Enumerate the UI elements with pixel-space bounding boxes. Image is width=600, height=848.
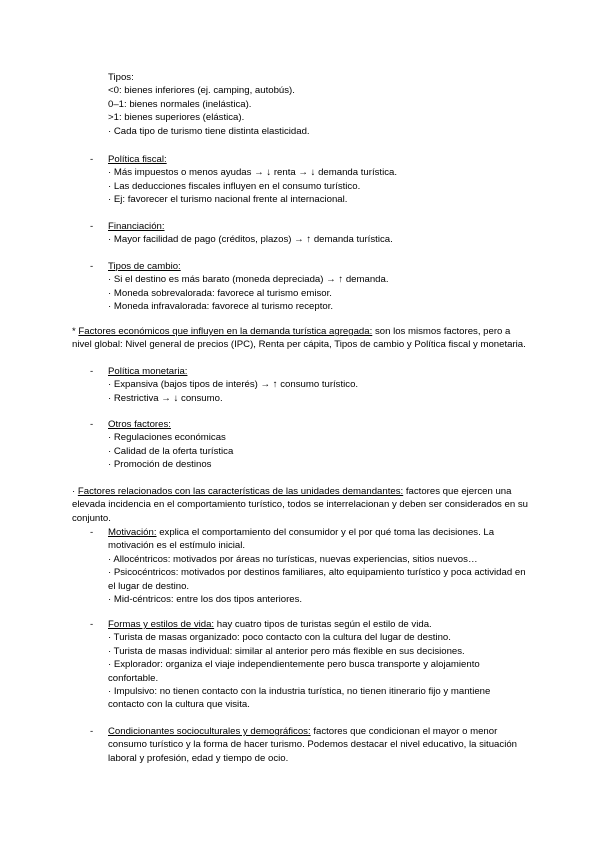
formas-section: [108, 618, 528, 712]
list-item: · Restrictiva → ↓ consumo.: [108, 392, 223, 404]
list-item: · Impulsivo: no tienen contacto con la industria turística, no tienen itinerario fijo y mantiene contacto con la cultura que visita.: [108, 686, 491, 711]
list-dash: -: [90, 221, 94, 232]
list-item: · Mid-céntricos: entre los dos tipos anteriores.: [108, 594, 303, 606]
financiacion-section: [108, 220, 528, 247]
list-item: · Explorador: organiza el viaje independientemente pero busca transporte y alojamiento confortable.: [108, 659, 480, 684]
paragraph-text: factores que ejercen una elevada incidencia en el comportamiento turístico, todos se interrelacionan y deben ser considerados en su conjunto.: [72, 486, 528, 524]
section-title: Política monetaria:: [108, 366, 188, 377]
list-item: · Mayor facilidad de pago (créditos, plazos) → ↑ demanda turística.: [108, 234, 393, 246]
section-intro: [108, 526, 528, 553]
tipos-line: · Cada tipo de turismo tiene distinta elasticidad.: [108, 125, 310, 137]
condicionantes-section: [108, 725, 528, 765]
agregada-paragraph: [72, 325, 532, 352]
tipos-line: >1: bienes superiores (elástica).: [108, 112, 245, 124]
list-item: · Calidad de la oferta turística: [108, 445, 234, 457]
list-item: · Turista de masas organizado: poco contacto con la cultura del lugar de destino.: [108, 632, 451, 644]
list-item: · Las deducciones fiscales influyen en el consumo turístico.: [108, 180, 361, 192]
list-item: · Psicocéntricos: motivados por destinos familiares, alto equipamiento turístico y poca actividad en el lugar de destino.: [108, 567, 526, 592]
list-dash: -: [90, 726, 94, 737]
list-item: · Si el destino es más barato (moneda depreciada) → ↑ demanda.: [108, 274, 389, 286]
paragraph-bullet: *: [72, 326, 76, 337]
list-dash: -: [90, 261, 94, 272]
section-text: explica el comportamiento del consumidor y el por qué toma las decisiones. La motivación es el estímulo inicial.: [108, 527, 495, 552]
section-title: Otros factores:: [108, 419, 171, 430]
tipos-block: [108, 71, 528, 138]
tipos-heading: Tipos:: [108, 72, 134, 83]
section-intro: [108, 618, 528, 631]
paragraph-bullet: ·: [72, 486, 76, 497]
paragraph-title: Factores económicos que influyen en la demanda turística agregada:: [78, 326, 373, 337]
section-title: Formas y estilos de vida:: [108, 619, 215, 630]
otros-factores-section: [108, 418, 528, 472]
tipos-line: <0: bienes inferiores (ej. camping, autobús).: [108, 85, 295, 97]
motivacion-section: [108, 526, 528, 606]
politica-fiscal-section: [108, 153, 528, 207]
list-item: · Moneda sobrevalorada: favorece al turismo emisor.: [108, 287, 332, 299]
politica-monetaria-section: [108, 365, 528, 405]
list-item: · Ej: favorecer el turismo nacional frente al internacional.: [108, 194, 348, 206]
paragraph-text: son los mismos factores, pero a nivel global: Nivel general de precios (IPC), Renta per cápita, Tipos de cambio y Política fiscal y monetaria.: [72, 326, 526, 351]
list-dash: -: [90, 419, 94, 430]
list-item: · Promoción de destinos: [108, 459, 212, 471]
section-title: Tipos de cambio:: [108, 261, 181, 272]
section-text: factores que condicionan el mayor o menor consumo turístico y la forma de hacer turismo. Podemos destacar el nivel educativo, la situación laboral y profesión, edad y tiempo de ocio.: [108, 726, 517, 764]
tipos-line: 0–1: bienes normales (inelástica).: [108, 98, 252, 110]
section-title: Política fiscal:: [108, 154, 167, 165]
list-dash: -: [90, 527, 94, 538]
list-dash: -: [90, 619, 94, 630]
list-dash: -: [90, 154, 94, 165]
section-text: hay cuatro tipos de turistas según el estilo de vida.: [216, 619, 432, 630]
list-item: · Más impuestos o menos ayudas → ↓ renta → ↓ demanda turística.: [108, 167, 398, 179]
unidades-paragraph: [72, 485, 532, 525]
section-title: Motivación:: [108, 527, 157, 538]
tipos-cambio-section: [108, 260, 528, 314]
list-item: · Regulaciones económicas: [108, 432, 226, 444]
section-title: Financiación:: [108, 221, 165, 232]
list-item: · Expansiva (bajos tipos de interés) → ↑ consumo turístico.: [108, 379, 359, 391]
list-item: · Allocéntricos: motivados por áreas no turísticas, nuevas experiencias, sitios nuevos…: [108, 553, 478, 565]
list-item: · Turista de masas individual: similar al anterior pero más flexible en sus decisiones.: [108, 645, 465, 657]
list-item: · Moneda infravalorada: favorece al turismo receptor.: [108, 301, 334, 313]
section-title: Condicionantes socioculturales y demográficos:: [108, 726, 311, 737]
paragraph-title: Factores relacionados con las características de las unidades demandantes:: [77, 486, 404, 497]
list-dash: -: [90, 366, 94, 377]
